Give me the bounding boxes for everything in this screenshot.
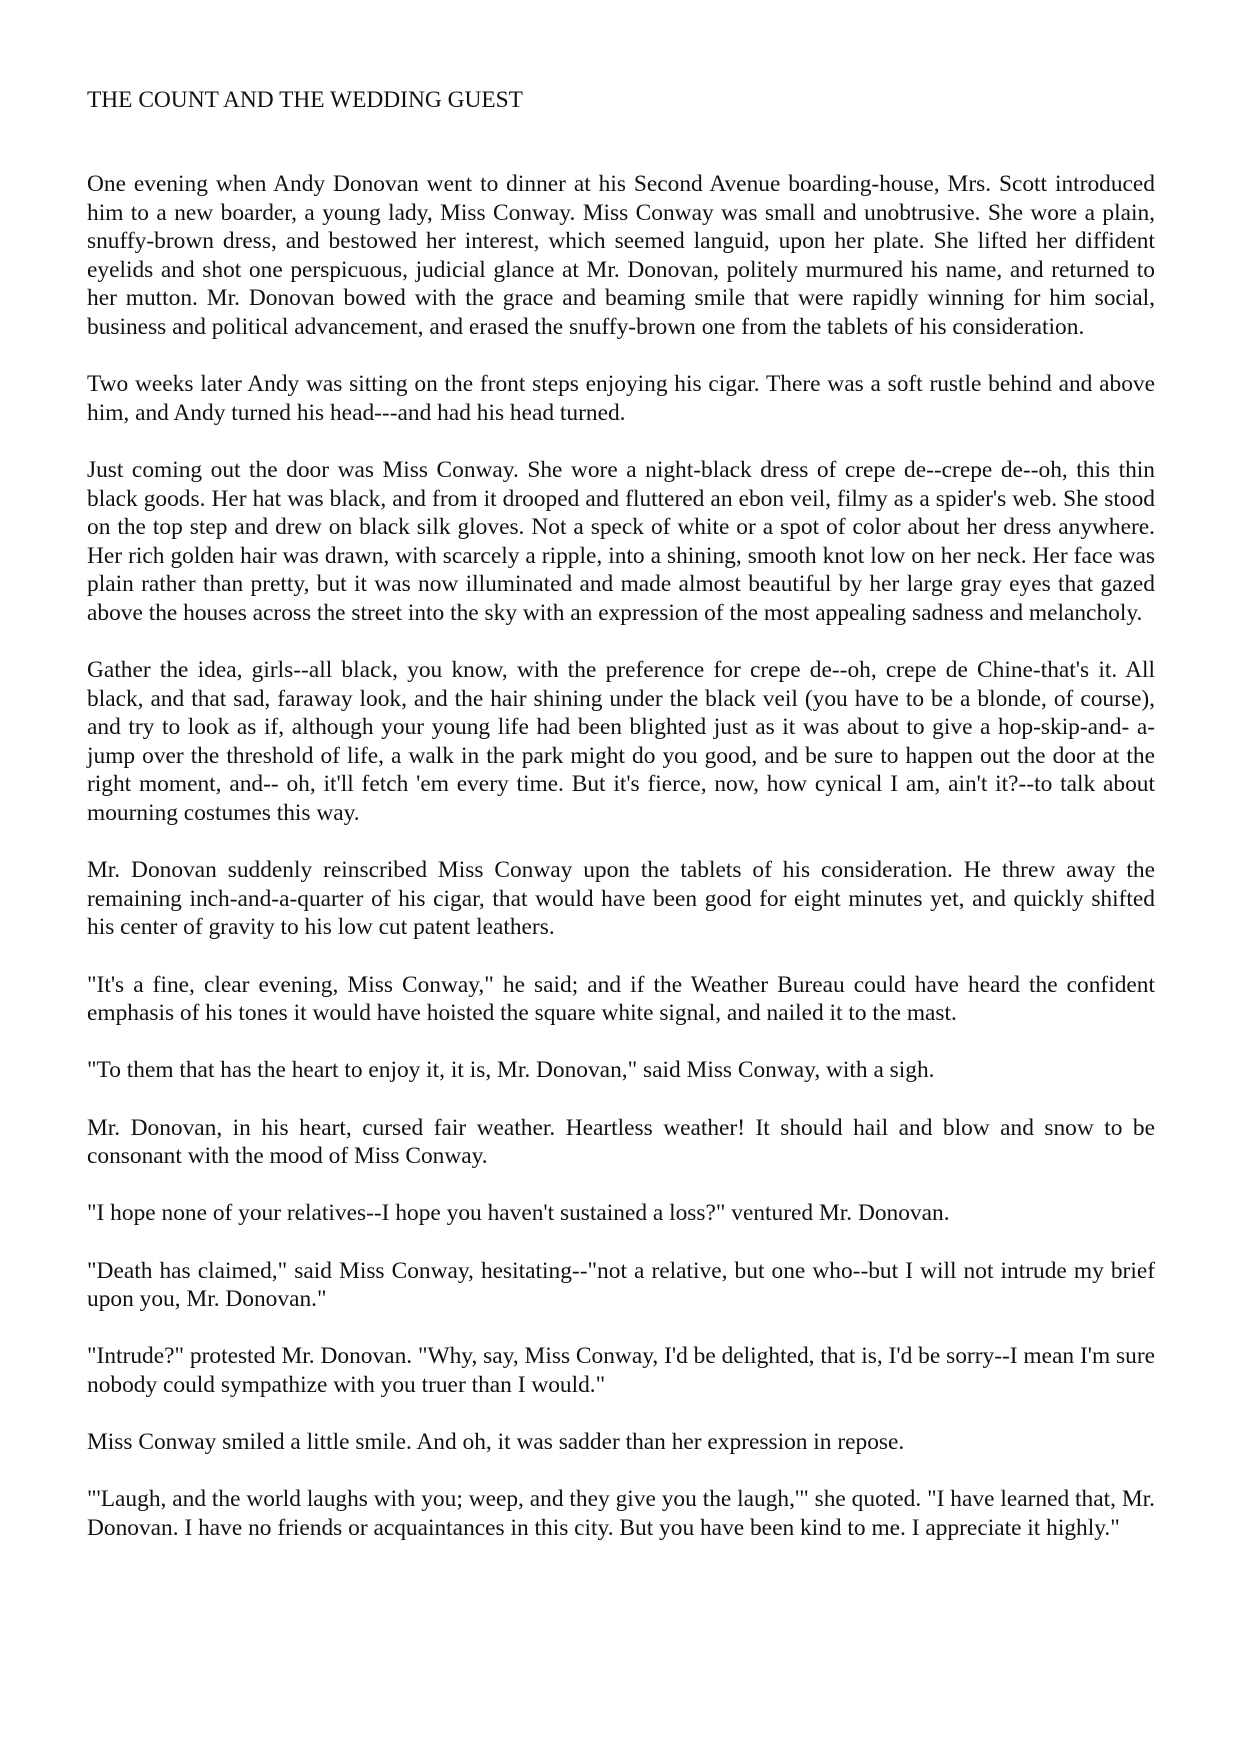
- paragraph-2: Two weeks later Andy was sitting on the front steps enjoying his cigar. There was a soft rustle behind and above him, and Andy turned his head---and had his head turned.: [87, 371, 1155, 426]
- paragraph-13: "'Laugh, and the world laughs with you; weep, and they give you the laugh,'" she quoted. "I have learned that, Mr. Donovan. I have no friends or acquaintances in this city. But you have been kind to me. I appreciate it highly.": [87, 1486, 1155, 1541]
- paragraph-9: "I hope none of your relatives--I hope you haven't sustained a loss?" ventured Mr. Donovan.: [87, 1200, 950, 1227]
- paragraph-11: "Intrude?" protested Mr. Donovan. "Why, say, Miss Conway, I'd be delighted, that is, I'd be sorry--I mean I'm sure nobody could sympathize with you truer than I would.": [87, 1343, 1155, 1398]
- paragraph-3: Just coming out the door was Miss Conway. She wore a night-black dress of crepe de--crepe de--oh, this thin black goods. Her hat was black, and from it drooped and fluttered an ebon veil, filmy as a spider's web. She stood on the top step and drew on black silk gloves. Not a speck of white or a spot of color about her dress anywhere. Her rich golden hair was drawn, with scarcely a ripple, into a shining, smooth knot low on her neck. Her face was plain rather than pretty, but it was now illuminated and made almost beautiful by her large gray eyes that gazed above the houses across the street into the sky with an expression of the most appealing sadness and melancholy.: [87, 456, 1155, 626]
- paragraph-1: One evening when Andy Donovan went to dinner at his Second Avenue boarding-house, Mrs. Scott introduced him to a new boarder, a young lady, Miss Conway. Miss Conway was small and unobtrusive. She wore a plain, snuffy-brown dress, and bestowed her interest, which seemed languid, upon her plate. She lifted her diffident eyelids and shot one perspicuous, judicial glance at Mr. Donovan, politely murmured his name, and returned to her mutton. Mr. Donovan bowed with the grace and beaming smile that were rapidly winning for him social, business and political advancement, and erased the snuffy-brown one from the tablets of his consideration.: [87, 171, 1155, 340]
- paragraph-10: "Death has claimed," said Miss Conway, hesitating--"not a relative, but one who--but I will not intrude my brief upon you, Mr. Donovan.": [87, 1257, 1155, 1313]
- paragraph-6: "It's a fine, clear evening, Miss Conway," he said; and if the Weather Bureau could have heard the confident emphasis of his tones it would have hoisted the square white signal, and nailed it to the mast.: [87, 971, 1155, 1027]
- paragraph-8: Mr. Donovan, in his heart, cursed fair weather. Heartless weather! It should hail and blow and snow to be consonant with the mood of Miss Conway.: [87, 1114, 1155, 1170]
- paragraph-4: Gather the idea, girls--all black, you know, with the preference for crepe de--oh, crepe de Chine-that's it. All black, and that sad, faraway look, and the hair shining under the black veil (you have to be a blonde, of course), and try to look as if, although your young life had been blighted just as it was about to give a hop-skip-and- a-jump over the threshold of life, a walk in the park might do you good, and be sure to happen out the door at the right moment, and-- oh, it'll fetch 'em every time. But it's fierce, now, how cynical I am, ain't it?--to talk about mourning costumes this way.: [87, 657, 1155, 827]
- paragraph-5: Mr. Donovan suddenly reinscribed Miss Conway upon the tablets of his consideration. He threw away the remaining inch-and-a-quarter of his cigar, that would have been good for eight minutes yet, and quickly shifted his center of gravity to his low cut patent leathers.: [87, 857, 1155, 941]
- document-title: THE COUNT AND THE WEDDING GUEST: [87, 87, 523, 113]
- document-body: [87, 170, 1155, 1571]
- paragraph-12: Miss Conway smiled a little smile. And oh, it was sadder than her expression in repose.: [87, 1429, 905, 1456]
- paragraph-7: "To them that has the heart to enjoy it, it is, Mr. Donovan," said Miss Conway, with a sigh.: [87, 1057, 935, 1084]
